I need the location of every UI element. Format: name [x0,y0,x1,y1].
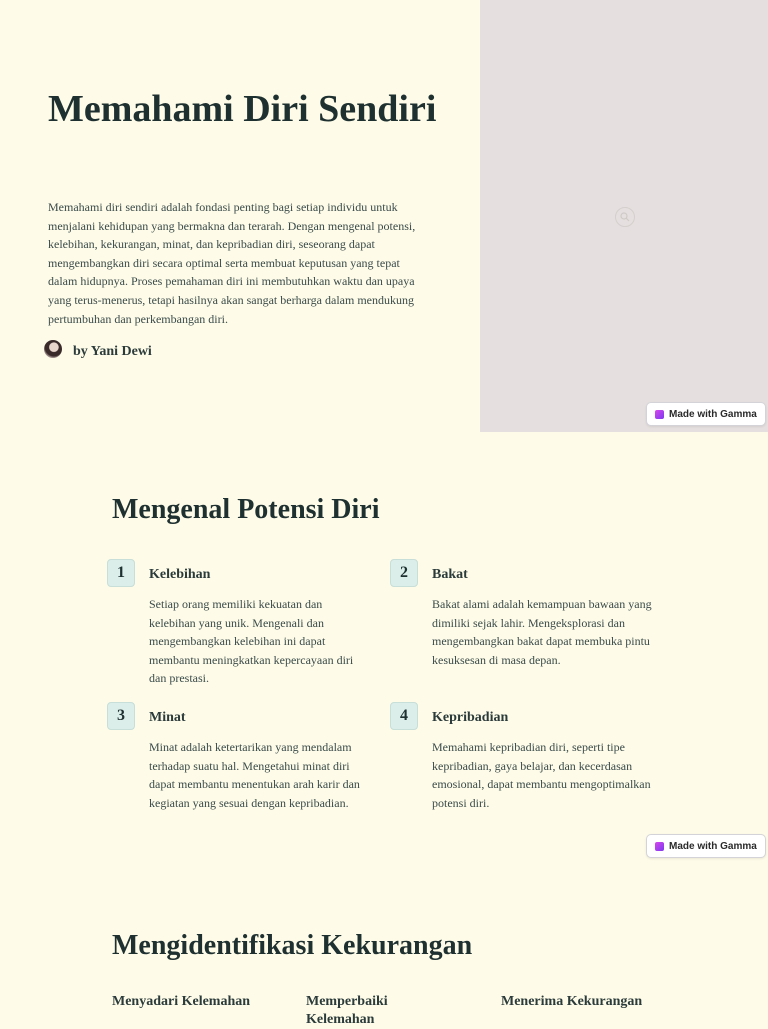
item-title: Bakat [432,567,468,582]
gamma-logo-icon [655,410,664,419]
image-search-icon [615,207,635,227]
item-title: Minat [149,710,186,725]
author-name: by Yani Dewi [73,344,152,359]
item-body: Bakat alami adalah kemampuan bawaan yang dimiliki sejak lahir. Mengeksplorasi dan mengembangkan bakat dapat membuka pintu kesuksesan di masa depan. [432,597,652,667]
image-placeholder [480,0,768,432]
number-badge: 3 [107,702,135,730]
item-body: Memahami kepribadian diri, seperti tipe kepribadian, gaya belajar, dan kecerdasan emosional, dapat membantu mengoptimalkan potensi diri. [432,740,651,810]
item-title: Kelebihan [149,567,211,582]
gamma-logo-icon [655,842,664,851]
number-badge: 4 [390,702,418,730]
number-badge: 1 [107,559,135,587]
page-title: Memahami Diri Sendiri [48,88,437,130]
intro-paragraph: Memahami diri sendiri adalah fondasi penting bagi setiap individu untuk menjalani kehidupan yang bermakna dan terarah. Dengan mengenal potensi, kelebihan, kekurangan, minat, dan kepribadian diri, seseorang dapat mengembangkan diri secara optimal serta membuat keputusan yang tepat dalam hidupnya. Proses pemahaman diri ini membutuhkan waktu dan upaya yang terus-menerus, tetapi hasilnya akan sangat berharga dalam mendukung pertumbuhan dan perkembangan diri. [48,200,416,326]
item-body: Setiap orang memiliki kekuatan dan kelebihan yang unik. Mengenali dan mengembangkan kelebihan ini dapat membantu meningkatkan kepercayaan diri dan prestasi. [149,597,354,686]
number-badge: 2 [390,559,418,587]
item-title: Kepribadian [432,710,509,725]
author-byline [44,338,152,360]
avatar [44,340,62,358]
section-heading-kekurangan: Mengidentifikasi Kekurangan [112,930,473,961]
title-slide [0,0,768,432]
column-title: Menerima Kekurangan [501,994,643,1009]
column-title: Menyadari Kelemahan [112,994,251,1009]
column-title: Memperbaiki Kelemahan [306,994,388,1027]
item-body: Minat adalah ketertarikan yang mendalam terhadap suatu hal. Mengetahui minat diri dapat membantu menentukan arah karir dan kegiatan yang sesuai dengan kepribadian. [149,740,360,810]
badge-label: Made with Gamma [669,408,757,420]
made-with-gamma-button[interactable] [646,834,766,858]
badge-label: Made with Gamma [669,840,757,852]
section-heading-potensi: Mengenal Potensi Diri [112,494,380,525]
made-with-gamma-button[interactable] [646,402,766,426]
